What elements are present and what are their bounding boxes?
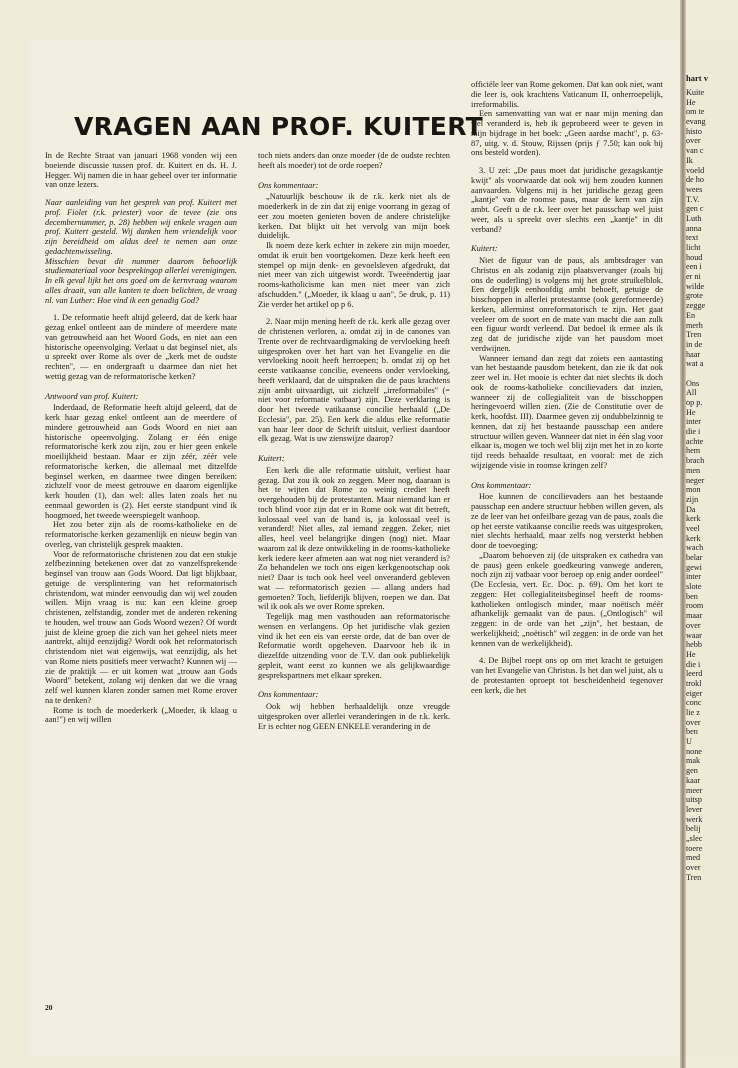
adjacent-page-line: kerk: [686, 514, 701, 524]
paragraph: Niet de figuur van de paus, als ambtsdrager van Christus en als zodanig zijn plaatsvervanger (zoals bij ons de ouderling) is volgens mij het grote struikelblok. Een dergelijk eenhoofdig ambt behoeft, getuige de bisschoppen in allerlei protestantse (ook gereformeerde) kerken, allerminst onreformatorisch te zijn. Het gaat veeleer om de soort en de mate van macht die aan zulk een figuur wordt verleend. Dat bedoel ik ermee als ik zeg dat de juridische zijde van het pausdom moet verdwijnen.: [471, 256, 663, 353]
paragraph: Tegelijk mag men vasthouden aan reformatorische wensen en verlangens. Op het juridische vlak gezien vind ik het een eis van eerste orde, dat de ban over de Reformatie wordt opgeheven. Daarvoor heb ik in diezelfde uitzending voor de T.V. dan ook publiekelijk gepleit, want eerst zo kunnen we als gelijkwaardige gesprekspartners met elkaar spreken.: [258, 612, 450, 680]
adjacent-page-line: room: [686, 601, 704, 611]
adjacent-page-line: All: [686, 388, 697, 398]
paragraph: „Daarom behoeven zij (de uitspraken ex cathedra van de paus) geen enkele goedkeuring vanwege anderen, noch zijn zij vatbaar voor beroep op enig ander oordeel" (De Ecclesia, vert. Ec. Doc. p. 69). Om het kort te zeggen: Het collegialiteitsbeginsel heeft de rooms-katholieken ontlogisch minder, maar noëtisch méér afhankelijk gemaakt van de paus. („Ontlogisch" wil zeggen: in de orde van het „zijn", het bestaan, de werkelijkheid; „noëtisch" wil zeggen: in de orde van het kennen van de werkelijkheid).: [471, 550, 663, 648]
adjacent-page-line: conc: [686, 698, 702, 708]
adjacent-page-line: wat a: [686, 359, 704, 369]
adjacent-page-line: van c: [686, 146, 704, 156]
adjacent-page-line: wilde: [686, 281, 705, 291]
paragraph: Wanneer iemand dan zegt dat zoiets een aantasting van het bestaande pausdom betekent, dan zie ik dat ook zeer wel in. Het mooie is echter dat niet slechts ik doch ook de rooms-katholieke concilievaders dat inzien, wanneer zij de collegialiteit van de bisschoppen heringevoerd willen zien. (Zie de Constitutie over de kerk, hoofdst. III). Daarmee geven zij ondubbelzinnig te kennen, dat zij het bestaande pausschap een andere structuur willen geven. Wanneer dat niet in één slag voor elkaar is, mogen we toch wel blij zijn met het in zo korte tijd reeds behaalde resultaat, en vooral: met de zich wijzigende visie in roomse kringen zelf?: [471, 353, 663, 470]
adjacent-page-line: grote: [686, 291, 703, 301]
adjacent-page-line: gen c: [686, 204, 704, 214]
article-page: [28, 40, 680, 1055]
adjacent-page-line: hebb: [686, 640, 702, 650]
adjacent-page-line: de ho: [686, 175, 704, 185]
adjacent-page-line: achte: [686, 436, 704, 446]
paragraph: 3. U zei: „De paus moet dat juridische gezagskantje kwijt" als voorwaarde dat ook wij hem zouden kunnen aanvaarden. Volgens mij is het juridische gezag geen „kantje" van de roomse paus, maar de kern van zijn ambt. Geeft u de r.k. leer over het pausschap wel juist weer, als u spreekt over slechts een „kantje" in dit verband?: [471, 166, 663, 234]
adjacent-page-line: licht: [686, 243, 701, 252]
adjacent-page-line: uitsp: [686, 795, 702, 805]
adjacent-page-line: histo: [686, 126, 702, 136]
adjacent-page-line: lie z: [686, 708, 700, 717]
adjacent-page-line: gewi: [686, 562, 702, 572]
adjacent-page-line: anna: [686, 223, 702, 233]
adjacent-page-line: die i: [686, 427, 701, 437]
adjacent-page-line: En: [686, 310, 696, 320]
adjacent-page-line: haar: [686, 349, 701, 359]
adjacent-page-line: maar: [686, 611, 703, 621]
paragraph: Ook wij hebben herhaaldelijk onze vreugde uitgesproken over allerlei veranderingen in de r.k. kerk. Er is echter nog GEEN ENKELE verandering in de: [258, 702, 450, 731]
adjacent-page-line: kerk: [686, 533, 701, 543]
adjacent-page-line: He: [686, 97, 696, 107]
adjacent-page-line: Da: [686, 504, 696, 514]
adjacent-page-line: meer: [686, 785, 703, 795]
paragraph: Rome is toch de moederkerk („Moeder, ik klaag u aan!") en wij willen: [45, 705, 237, 725]
adjacent-page-line: die i: [686, 659, 701, 669]
adjacent-page-line: veel: [686, 523, 700, 533]
paragraph: 4. De Bijbel roept ons op om met kracht te getuigen van het Evangelie van Christus. Is het dan wel juist, als u de protestanten oproept tot bescheidenheid tegenover een kerk, die het: [471, 656, 663, 695]
section-heading: Ons kommentaar:: [258, 690, 319, 700]
adjacent-page-line: om te: [686, 107, 705, 117]
adjacent-page-line: over: [686, 136, 701, 146]
adjacent-page-line: wees: [686, 184, 703, 194]
adjacent-page-line: leerd: [686, 669, 703, 679]
paragraph: Inderdaad, de Reformatie heeft altijd geleerd, dat de kerk haar gezag enkel ontleent aan de meerdere of mindere getrouwheid aan Gods Woord en niet aan historische opeenvolging. Zolang er één enige reformatorische kerk zou zijn, zou er hier geen enkele moeilijkheid bestaan. Maar er zijn zéér, zéér vele reformatorische kerken, die allemaal met ditzelfde beginsel werken, en daarmee twee dingen bereiken: zichzelf voor de meest getrouwe en daarom eigenlijke kerk houden (1), dan wel: alles laten zoals het nu eenmaal geworden is (2). Het eerste standpunt vind ik hoogmoed, het tweede weerspiegelt wanhoop.: [45, 403, 237, 520]
adjacent-page-line: mon: [686, 485, 701, 495]
adjacent-page-line: over: [686, 620, 701, 630]
adjacent-page-line: er ni: [686, 272, 701, 282]
paragraph: Een kerk die alle reformatie uitsluit, verliest haar gezag. Dat zou ik ook zo zeggen. Meer nog, daaraan is het te wijten dat Rome zo weinig crediet heeft overgehouden bij de protestanten. Maar niemand kan er toch blind voor zijn dat er in Rome ook wat dit betreft, kolossaal veel van de hand is, ja kolossaal veel is veranderd! Niet alles, zal iemand zeggen. Zeker, niet alles, heel veel belangrijke dingen (nog) niet. Maar waarom zal ik deze ontwikkeling in de rooms-katholieke kerk iedere keer afmeten aan wat nog niet veranderd is? Zo behandelen we toch ons eigen kerkgenootschap ook niet? Daar is toch ook heel veel onveranderd gebleven wat — reformatorisch gezien — allang anders had gemoeten? Toch, liefderijk blijven, roepen we dan. Dat wil ik ook als we over Rome spreken.: [258, 465, 450, 612]
adjacent-page-line: zegge: [686, 301, 706, 311]
adjacent-page-line: merh: [686, 320, 703, 330]
paragraph: 1. De reformatie heeft altijd geleerd, dat de kerk haar gezag enkel ontleent aan de mindere of meerdere mate van getrouwheid aan het Woord Gods, en niet aan een historische opeenvolging. Verlaat u dat beginsel niet, als u spreekt over Rome als over de „kerk met de oudste rechten", — en ondergraaft u daarmee dan niet het wettig gezag van de reformatorische kerken?: [45, 313, 237, 381]
adjacent-page-line: toere: [686, 843, 703, 853]
adjacent-page-line: ben: [686, 591, 698, 601]
adjacent-page-line: inter: [686, 417, 702, 427]
adjacent-page-line: slote: [686, 582, 702, 592]
adjacent-page-line: een i: [686, 262, 702, 272]
section-heading: Ons kommentaar:: [471, 480, 532, 490]
adjacent-page-line: He: [686, 407, 696, 417]
adjacent-page-line: Tren: [686, 872, 702, 882]
paragraph: Het zou beter zijn als de rooms-katholieke en de reformatorische kerken gezamenlijk en nieuw begin van overleg, van christelijk gesprek maakten.: [45, 520, 237, 549]
adjacent-page-line: [686, 369, 738, 379]
adjacent-page-line: none: [686, 746, 702, 756]
adjacent-page-line: men: [686, 465, 701, 475]
adjacent-page-line: Ons: [686, 378, 700, 388]
text-column-1: [45, 151, 237, 725]
adjacent-page-line: Kuite: [686, 88, 705, 97]
adjacent-page-line: U: [686, 737, 692, 747]
adjacent-page-line: in de: [686, 339, 703, 349]
adjacent-page-line: op p.: [686, 398, 703, 407]
page-number: 20: [45, 1003, 53, 1012]
adjacent-page-fragment: [686, 40, 738, 1055]
adjacent-page-line: voeld: [686, 165, 705, 175]
adjacent-page-line: over: [686, 717, 701, 727]
section-heading: Kuitert:: [258, 454, 285, 463]
adjacent-page-line: Ik: [686, 155, 693, 165]
adjacent-page-line: wach: [686, 543, 704, 553]
adjacent-page-line: Tren: [686, 330, 702, 340]
adjacent-page-line: evang: [686, 117, 706, 127]
adjacent-page-line: lever: [686, 804, 703, 814]
adjacent-page-line: Luth: [686, 213, 702, 223]
adjacent-page-line: zijn: [686, 494, 699, 504]
paragraph: Voor de reformatorische christenen zou dat een stukje zelfbezinning betekenen over dat zo vanzelfsprekende beginsel van trouw aan Gods Woord. Dat ligt blijkbaar, getuige de versplintering van het reformatorisch christendom, wat minder eenvoudig dan wij wel zouden willen. Mijn vraag is nu: kan een kleine groep christenen, zelfstandig, zonder met de anderen rekening te houden, wel trouw aan Gods Woord wezen? Of wordt juist de kleine groep die zich van het geheel niets meer aantrekt, altijd eenzijdig? Wordt ook het reformatorisch christendom niet wat eigenwijs, wat eenzijdig, als het van Rome niets positiefs meer verwacht? Kunnen wij — zie de praktijk — er uit komen wat „trouw aan Gods Woord" betekent, zolang wij denken dat we die vraag zelf wel kunnen klaren zonder samen met Rome erover na te denken?: [45, 549, 237, 705]
text-column-2: [258, 151, 450, 731]
text-column-3: [471, 80, 663, 695]
adjacent-page-line: belar: [686, 553, 703, 562]
adjacent-page-line: hem: [686, 446, 701, 456]
adjacent-page-line: belij: [686, 824, 701, 834]
adjacent-page-line: text: [686, 233, 699, 243]
adjacent-page-line: T.V.: [686, 194, 700, 204]
paragraph: 2. Naar mijn mening heeft de r.k. kerk alle gezag over de christenen verloren, a. omdat zij in de canones van Trente over de rechtvaardigmaking de vervloeking heeft uitgesproken over het hart van het Evangelie en die vervloeking nooit heeft herroepen; b. omdat zij op het eerste vatikaanse concilie, eveneens onder vervloeking, heeft verklaard, dat de uitspraken die de paus krachtens zijn ambt uitvaardigt, uit zichzelf „irreformabiles" (= niet voor reformatie vatbaar) zijn. Deze verklaring is door het tweede vatikaanse concilie herhaald („De Ecclesia", par. 25). Een kerk die aldus elke reformatie van haar leer door de Schrift uitsluit, verliest daardoor elk gezag. Wat is uw zienswijze daarop?: [258, 317, 450, 444]
paragraph: In de Rechte Straat van januari 1968 vonden wij een boeiende discussie tussen prof. dr. Kuitert en ds. H. J. Hegger. Wij namen die in haar geheel over ter informatie van onze lezers.: [45, 151, 237, 190]
adjacent-page-line: neger: [686, 475, 705, 485]
adjacent-page-line: ben: [686, 727, 698, 737]
adjacent-page-line: med: [686, 853, 701, 863]
adjacent-page-line: houd: [686, 252, 703, 262]
paragraph: Een samenvatting van wat er naar mijn mening dan wel veranderd is, heb ik geprobeerd weer te geven in mijn bijdrage in het boek: „Geen aardse macht", p. 63-87, uitg. v. d. Stouw, Rijssen (prijs ƒ 7.50; kan ook bij ons besteld worden).: [471, 109, 663, 158]
adjacent-page-line: mak: [686, 756, 701, 766]
section-heading: Ons kommentaar:: [258, 180, 319, 190]
adjacent-page-line: eiger: [686, 688, 703, 698]
paragraph: Naar aanleiding van het gesprek van prof. Kuitert met prof. Fiolet (r.k. priester) voor de tevee (zie ons decembernummer, p. 28) hebben wij enkele vragen aan prof. Kuitert gesteld. Wij danken hem vriendelijk voor zijn bereidheid om aldus deel te nemen aan onze gedachtenwisseling.: [45, 198, 237, 256]
adjacent-page-line: over: [686, 863, 701, 872]
section-heading: Antwoord van prof. Kuitert:: [45, 391, 139, 401]
adjacent-page-title-fragment: hart v: [686, 74, 708, 83]
adjacent-page-line: kaar: [686, 775, 701, 785]
adjacent-page-line: gen: [686, 766, 698, 776]
paragraph: Hoe kunnen de concilievaders aan het bestaande pausschap een andere structuur hebben willen geven, als ze de leer van het onfeilbare gezag van de paus, zoals die op het eerste vatikaanse concilie reeds was uitgesproken, niet slechts herhaald, maar zelfs nog versterkt hebben door de toevoeging:: [471, 492, 663, 550]
article-title: VRAGEN AAN PROF. KUITERT: [74, 112, 483, 141]
adjacent-page-line: trokl: [686, 678, 702, 688]
paragraph: Ik noem deze kerk echter in zekere zin mijn moeder, omdat ik eruit ben voortgekomen. Deze kerk heeft een stempel op mijn denk- en gevoelsleven afgedrukt, dat niet meer van zich uitgewist wordt. Tweeëndertig jaar rooms-katholicisme kan men niet meer van zich afschudden." („Moeder, ik klaag u aan", 5e druk, p. 11) Zie verder het artikel op p 6.: [258, 241, 450, 309]
paragraph: toch niets anders dan onze moeder (de de oudste rechten heeft als moeder) tot de orde roepen?: [258, 151, 450, 170]
paragraph: „Natuurlijk beschouw ik de r.k. kerk niet als de moederkerk in de zin dat zij enige voorrang in gezag of eer zou moeten genieten boven de andere christelijke kerken. Dat blijkt uit het vervolg van mijn boek duidelijk.: [258, 192, 450, 241]
paragraph: officiële leer van Rome gekomen. Dat kan ook niet, want die leer is, ook krachtens Vaticanum II, onherroepelijk, irreformabilis.: [471, 80, 663, 109]
adjacent-page-line: waar: [686, 630, 702, 640]
adjacent-page-line: brach: [686, 456, 705, 466]
adjacent-page-line: He: [686, 649, 696, 659]
adjacent-page-line: werk: [686, 814, 703, 824]
paragraph: Misschien bevat dit nummer daarom behoorlijk studiemateriaal voor besprekingop allerlei verenigingen. In elk geval lijkt het ons goed om de kernvraag waarom alles draait, van alle kanten te doen belichten, de vraag nl. van Luther: Hoe vind ik een genadig God?: [45, 256, 237, 305]
section-heading: Kuitert:: [471, 244, 498, 254]
adjacent-page-line: „slec: [686, 833, 703, 843]
adjacent-page-line: inter: [686, 572, 702, 582]
